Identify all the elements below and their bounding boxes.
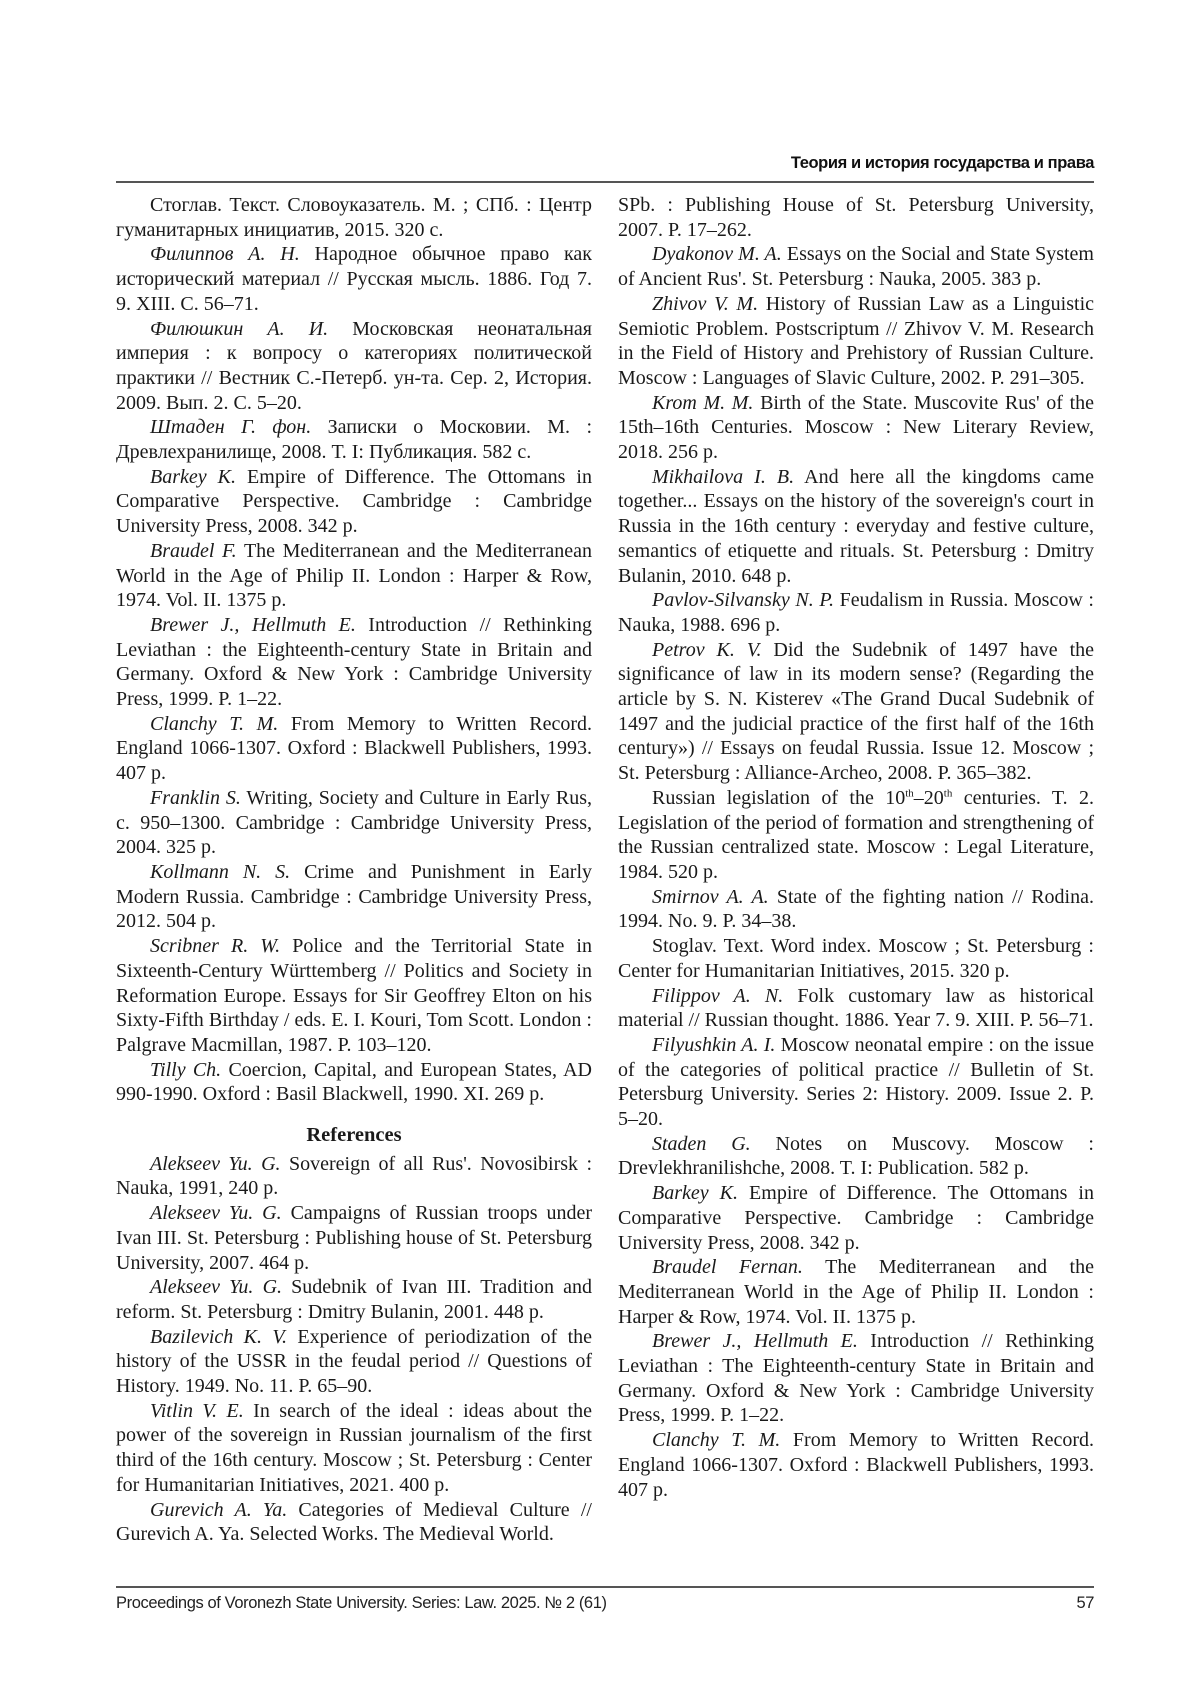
- reference-text: Стоглав. Текст. Словоуказатель. М. ; СПб. : Центр гуманитарных инициатив, 2015. 320 с.: [116, 194, 592, 241]
- reference-author: Gurevich A. Ya.: [150, 1499, 287, 1521]
- reference-text: Empire of Difference. The Ottomans in Comparative Perspective. Cambridge : Cambridge University Press, 2008. 342 p.: [618, 1182, 1094, 1253]
- reference-text: Stoglav. Text. Word index. Moscow ; St. Petersburg : Center for Humanitarian Initiatives, 2015. 320 p.: [618, 935, 1094, 982]
- reference-text: Introduction // Rethinking Leviathan : The Eighteenth-century State in Britain and Germany. Oxford & New York : Cambridge University Press, 1999. P. 1–22.: [618, 1330, 1094, 1426]
- reference-entry: [618, 1132, 1094, 1181]
- reference-author: Barkey K.: [150, 466, 236, 488]
- reference-text: History of Russian Law as a Linguistic Semiotic Problem. Postscriptum // Zhivov V. M. Research in the Field of History and Prehistory of Russian Culture. Moscow : Languages of Slavic Culture, 2002. P. 291–305.: [618, 293, 1094, 389]
- reference-entry: [618, 391, 1094, 465]
- reference-entry: [116, 613, 592, 712]
- page-number: 57: [1076, 1594, 1094, 1613]
- reference-author: Staden G.: [652, 1133, 751, 1155]
- reference-author: Филюшкин А. И.: [150, 318, 328, 340]
- reference-text: Did the Sudebnik of 1497 have the significance of law in its modern sense? (Regarding the article by S. N. Kisterev «The Grand Ducal Sudebnik of 1497 and the judicial practice of the first half of the 16th century») // Essays on feudal Russia. Issue 12. Moscow ; St. Petersburg : Alliance-Archeo, 2008. P. 365–382.: [618, 639, 1094, 785]
- reference-author: Alekseev Yu. G.: [150, 1276, 282, 1298]
- reference-author: Braudel Fernan.: [652, 1256, 803, 1278]
- reference-author: Штаден Г. фон.: [150, 416, 311, 438]
- reference-text: And here all the kingdoms came together... Essays on the history of the sovereign's court in Russia in the 16th century : everyday and festive culture, semantics of etiquette and rituals. St. Petersburg : Dmitry Bulanin, 2010. 648 p.: [618, 466, 1094, 587]
- reference-author: Mikhailova I. B.: [652, 466, 794, 488]
- reference-author: Franklin S.: [150, 787, 241, 809]
- reference-text: Birth of the State. Muscovite Rus' of the 15th–16th Centuries. Moscow : New Literary Review, 2018. 256 p.: [618, 392, 1094, 463]
- reference-text: The Mediterranean and the Mediterranean World in the Age of Philip II. London : Harper & Row, 1974. Vol. II. 1375 p.: [116, 540, 592, 611]
- reference-entry: [618, 465, 1094, 589]
- reference-text: State of the fighting nation // Rodina. 1994. No. 9. P. 34–38.: [618, 886, 1094, 933]
- reference-entry: [116, 934, 592, 1058]
- reference-entry: [618, 1181, 1094, 1255]
- references-heading: References: [116, 1123, 592, 1148]
- reference-entry: [618, 1255, 1094, 1329]
- reference-entry: [618, 984, 1094, 1033]
- superscript: th: [905, 787, 914, 799]
- references-list: [618, 885, 1094, 1503]
- left-column: [116, 193, 592, 1547]
- bibliography-list: [116, 193, 592, 1107]
- footer-rule: [116, 1586, 1094, 1588]
- journal-citation: Proceedings of Voronezh State University. Series: Law. 2025. № 2 (61): [116, 1594, 607, 1613]
- reference-entry: [618, 786, 1094, 885]
- reference-author: Filippov A. N.: [652, 985, 783, 1007]
- reference-text: Московская неонатальная империя : к вопросу о категориях политической практики // Вестник С.-Петерб. ун-та. Сер. 2, История. 2009. Вып. 2. С. 5–20.: [116, 318, 592, 414]
- reference-text: Feudalism in Russia. Moscow : Nauka, 1988. 696 p.: [618, 589, 1094, 636]
- reference-continuation: SPb. : Publishing House of St. Petersburg University, 2007. P. 17–262.: [618, 193, 1094, 242]
- reference-author: Zhivov V. M.: [652, 293, 758, 315]
- reference-entry: [116, 712, 592, 786]
- reference-text: Crime and Punishment in Early Modern Russia. Cambridge : Cambridge University Press, 2012. 504 p.: [116, 861, 592, 932]
- reference-text: Notes on Muscovy. Moscow : Drevlekhranilishche, 2008. T. I: Publication. 582 p.: [618, 1133, 1094, 1180]
- reference-text: Coercion, Capital, and European States, AD 990-1990. Oxford : Basil Blackwell, 1990. XI. 269 p.: [116, 1059, 592, 1106]
- reference-entry: [116, 1399, 592, 1498]
- right-column: [618, 193, 1094, 1502]
- reference-text: Writing, Society and Culture in Early Rus, c. 950–1300. Cambridge : Cambridge University Press, 2004. 325 p.: [116, 787, 592, 858]
- page-footer: [116, 1594, 1094, 1613]
- superscript: th: [944, 787, 953, 799]
- reference-entry: [116, 415, 592, 464]
- reference-entry: [116, 1058, 592, 1107]
- reference-author: Pavlov-Silvansky N. P.: [652, 589, 834, 611]
- reference-author: Barkey K.: [652, 1182, 738, 1204]
- reference-entry: [618, 1428, 1094, 1502]
- reference-entry: [116, 193, 592, 242]
- reference-author: Smirnov A. A.: [652, 886, 769, 908]
- reference-author: Brewer J., Hellmuth E.: [652, 1330, 858, 1352]
- reference-author: Bazilevich K. V.: [150, 1326, 287, 1348]
- references-list: [116, 1152, 592, 1547]
- reference-entry: [618, 1329, 1094, 1428]
- reference-author: Dyakonov M. A.: [652, 243, 782, 265]
- reference-entry: [618, 638, 1094, 786]
- reference-entry: [618, 588, 1094, 637]
- reference-text: Empire of Difference. The Ottomans in Comparative Perspective. Cambridge : Cambridge University Press, 2008. 342 p.: [116, 466, 592, 537]
- reference-text: In search of the ideal : ideas about the power of the sovereign in Russian journalism of the first third of the 16th century. Moscow ; St. Petersburg : Center for Humanitarian Initiatives, 2021. 400 p.: [116, 1400, 592, 1496]
- reference-author: Clanchy T. M.: [652, 1429, 780, 1451]
- reference-author: Brewer J., Hellmuth E.: [150, 614, 356, 636]
- reference-author: Alekseev Yu. G.: [150, 1202, 282, 1224]
- reference-text: Народное обычное право как исторический материал // Русская мысль. 1886. Год 7. 9. XIII. С. 56–71.: [116, 243, 592, 314]
- reference-entry: [618, 1033, 1094, 1132]
- reference-author: Vitlin V. E.: [150, 1400, 244, 1422]
- reference-entry: [116, 1152, 592, 1201]
- reference-entry: [116, 539, 592, 613]
- reference-text: centuries. T. 2. Legislation of the period of formation and strengthening of the Russian centralized state. Moscow : Legal Literature, 1984. 520 p.: [618, 787, 1094, 883]
- reference-entry: [116, 786, 592, 860]
- running-title: Теория и история государства и права: [116, 154, 1094, 173]
- reference-text: Записки о Московии. М. : Древлехранилище, 2008. Т. I: Публикация. 582 с.: [116, 416, 592, 463]
- reference-entry: [116, 1498, 592, 1547]
- reference-author: Petrov K. V.: [652, 639, 761, 661]
- reference-text: Sudebnik of Ivan III. Tradition and reform. St. Petersburg : Dmitry Bulanin, 2001. 448 p.: [116, 1276, 592, 1323]
- reference-author: Alekseev Yu. G.: [150, 1153, 281, 1175]
- reference-text: Experience of periodization of the history of the USSR in the feudal period // Questions of History. 1949. No. 11. P. 65–90.: [116, 1326, 592, 1397]
- reference-text: Folk customary law as historical material // Russian thought. 1886. Year 7. 9. XIII. P. 56–71.: [618, 985, 1094, 1032]
- reference-entry: [116, 860, 592, 934]
- reference-entry: [618, 934, 1094, 983]
- reference-entry: [116, 1325, 592, 1399]
- reference-text: The Mediterranean and the Mediterranean World in the Age of Philip II. London : Harper & Row, 1974. Vol. II. 1375 p.: [618, 1256, 1094, 1327]
- reference-text: From Memory to Written Record. England 1066-1307. Oxford : Blackwell Publishers, 1993. 407 p.: [116, 713, 592, 784]
- reference-entry: [116, 317, 592, 416]
- reference-author: Braudel F.: [150, 540, 237, 562]
- reference-text: Essays on the Social and State System of Ancient Rus'. St. Petersburg : Nauka, 2005. 383 p.: [618, 243, 1094, 290]
- reference-text: Moscow neonatal empire : on the issue of the categories of political practice // Bulletin of St. Petersburg University. Series 2: History. 2009. Issue 2. P. 5–20.: [618, 1034, 1094, 1130]
- reference-author: Filyushkin A. I.: [652, 1034, 775, 1056]
- reference-author: Krom M. M.: [652, 392, 753, 414]
- reference-author: Scribner R. W.: [150, 935, 280, 957]
- reference-entry: [618, 242, 1094, 291]
- reference-entry: [618, 885, 1094, 934]
- reference-text: –20: [914, 787, 944, 809]
- reference-author: Tilly Ch.: [150, 1059, 221, 1081]
- reference-entry: [116, 465, 592, 539]
- references-list: [618, 242, 1094, 785]
- reference-text: Categories of Medieval Culture // Gurevich A. Ya. Selected Works. The Medieval World.: [116, 1499, 592, 1546]
- reference-entry: [116, 1275, 592, 1324]
- reference-entry: [116, 1201, 592, 1275]
- reference-author: Kollmann N. S.: [150, 861, 290, 883]
- reference-text: Russian legislation of the 10: [652, 787, 905, 809]
- reference-entry: [618, 292, 1094, 391]
- reference-text: Sovereign of all Rus'. Novosibirsk : Nauka, 1991, 240 p.: [116, 1153, 592, 1200]
- reference-text: Campaigns of Russian troops under Ivan III. St. Petersburg : Publishing house of St. Petersburg University, 2007. 464 p.: [116, 1202, 592, 1273]
- reference-entry: [116, 242, 592, 316]
- reference-text: Introduction // Rethinking Leviathan : the Eighteenth-century State in Britain and Germany. Oxford & New York : Cambridge University Press, 1999. P. 1–22.: [116, 614, 592, 710]
- reference-author: Clanchy T. M.: [150, 713, 278, 735]
- reference-text: Police and the Territorial State in Sixteenth-Century Württemberg // Politics and Society in Reformation Europe. Essays for Sir Geoffrey Elton on his Sixty-Fifth Birthday / eds. E. I. Kouri, Tom Scott. London : Palgrave Macmillan, 1987. P. 103–120.: [116, 935, 592, 1056]
- reference-author: Филиппов А. Н.: [150, 243, 300, 265]
- header-rule: [116, 181, 1094, 183]
- reference-text: From Memory to Written Record. England 1066-1307. Oxford : Blackwell Publishers, 1993. 407 p.: [618, 1429, 1094, 1500]
